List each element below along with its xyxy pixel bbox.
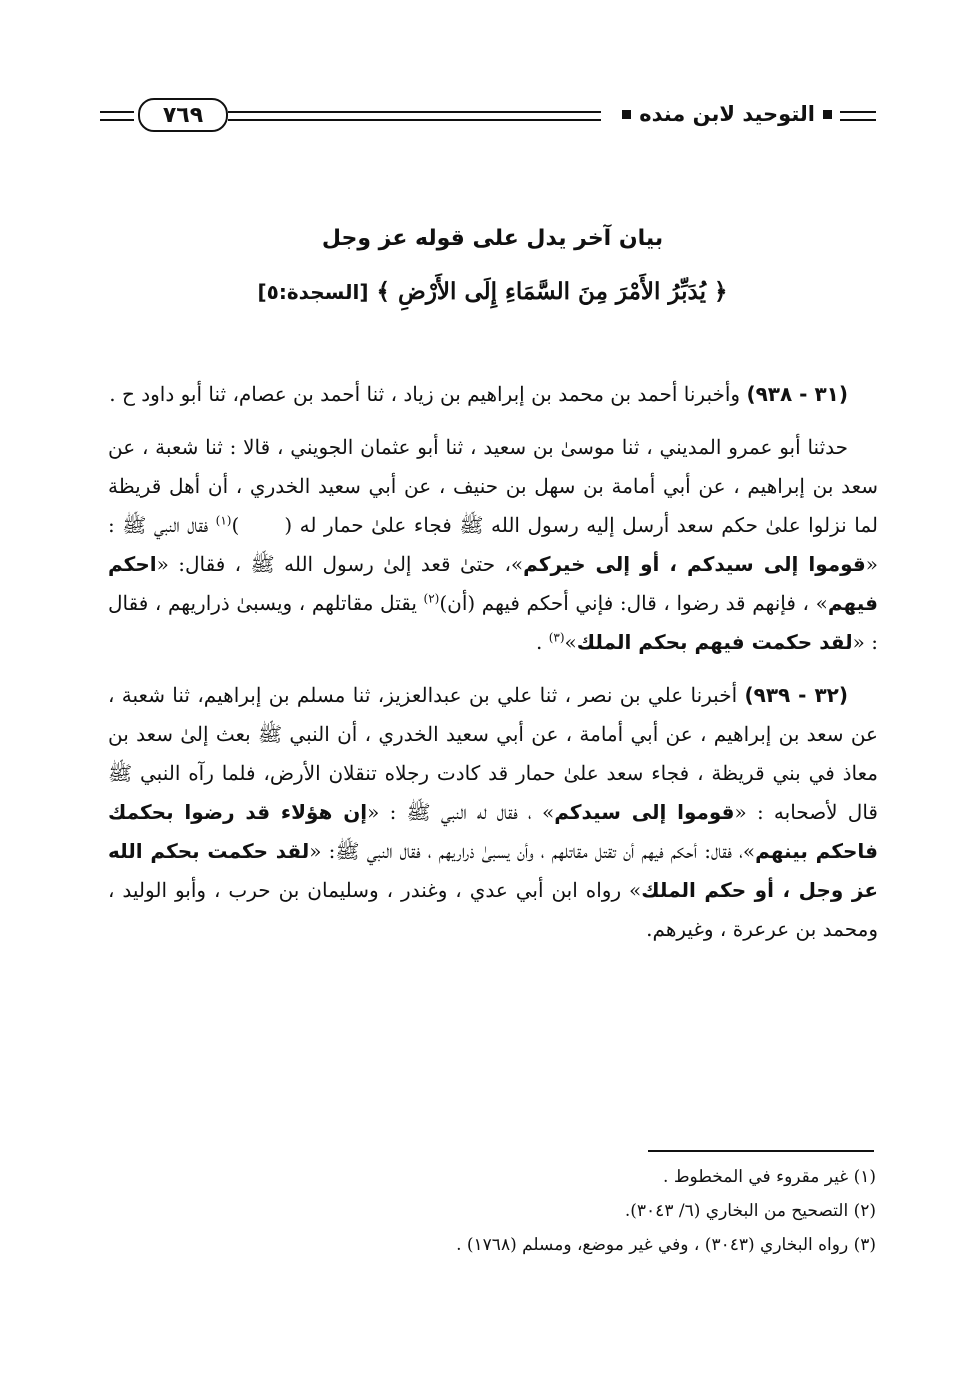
page-number: ٧٦٩ bbox=[138, 98, 228, 132]
body-text bbox=[108, 375, 878, 963]
hadith-text: » رواه ابن أبي عدي ، وغندر ، وسليمان بن حرب ، وأبو الوليد ، ومحمد بن عرعرة ، وغيرهم. bbox=[108, 878, 878, 941]
header-square-ornament bbox=[622, 110, 631, 119]
hadith-text: فقال النبي ﷺ : « bbox=[108, 513, 878, 576]
chapter-title: بيان آخر يدل على قوله عز وجل bbox=[321, 226, 664, 251]
hadith-938-isnad bbox=[108, 375, 878, 414]
header-square-ornament bbox=[823, 110, 832, 119]
hadith-number: (٣٢ - ٩٣٩) bbox=[744, 683, 848, 707]
footnote-item: (٢) التصحيح من البخاري (٦/ ٣٠٤٣). bbox=[624, 1201, 876, 1221]
header-title-group bbox=[622, 102, 832, 126]
running-header bbox=[100, 98, 876, 142]
footnote-marker: (٣) bbox=[548, 630, 565, 645]
hadith-text: » ، فقال له النبي ﷺ : « bbox=[367, 800, 555, 824]
footnotes bbox=[108, 1160, 876, 1262]
prophetic-quote: احكم فيهم bbox=[108, 552, 879, 615]
prophetic-quote: قوموا إلى سيدكم bbox=[554, 800, 735, 824]
hadith-number: (٣١ - ٩٣٨) bbox=[746, 382, 848, 406]
hadith-text: أخبرنا علي بن نصر ، ثنا علي بن عبدالعزيز، ثنا مسلم بن إبراهيم، ثنا شعبة ، عن سعد بن إبراهيم ، عن أبي أمامة ، عن أبي سعيد الخدري ، أن النبي ﷺ بعث إلىٰ سعد بن معاذ في بني قريظة ، فجاء سعد علىٰ حمار قد كادت رجلاه تنقلان الأرض، فلما رآه النبي ﷺ قال لأصحابه : « bbox=[108, 683, 878, 824]
footnote-separator bbox=[648, 1150, 874, 1152]
hadith-text: . bbox=[535, 630, 549, 654]
footnote-item: (١) غير مقروء في المخطوط . bbox=[663, 1167, 876, 1187]
hadith-text: »، حتىٰ قعد إلىٰ رسول الله ﷺ ، فقال: « bbox=[156, 552, 524, 576]
hadith-text: يقتل مقاتلهم ، ويسبىٰ ذراريهم ، فقال : « bbox=[108, 591, 878, 654]
footnote-marker: (١) bbox=[215, 513, 232, 528]
book-title: التوحيد لابن منده bbox=[639, 102, 815, 126]
footnote-item: (٣) رواه البخاري (٣٠٤٣) ، وفي غير موضع، ومسلم (١٧٦٨) . bbox=[456, 1235, 876, 1255]
header-rule-left bbox=[100, 111, 134, 121]
hadith-938-text bbox=[108, 428, 878, 662]
chapter-heading bbox=[110, 222, 875, 310]
quran-verse-line bbox=[110, 274, 875, 310]
footnote-marker: (٢) bbox=[423, 591, 440, 606]
header-rule-middle bbox=[228, 111, 601, 121]
prophetic-quote: لقد حكمت بحكم الله عز وجل ، أو حكم الملك bbox=[108, 839, 878, 902]
illegible-gap bbox=[239, 513, 284, 537]
prophetic-quote: قوموا إلى سيدكم ، أو إلى خيركم bbox=[523, 552, 866, 576]
hadith-text: حدثنا أبو عمرو المديني ، ثنا موسىٰ بن سعيد ، ثنا أبو عثمان الجويني ، قالا : ثنا شعبة ، عن سعد بن إبراهيم ، عن أبي أمامة بن سهل بن حنيف ، عن أبي سعيد الخدري ، أن أهل قريظة لما نزلوا علىٰ حكم سعد أرسل إليه رسول الله ﷺ فجاء علىٰ حمار له ( bbox=[108, 435, 878, 537]
hadith-text: »، فقال: أحكم فيهم أن تقتل مقاتلهم ، وأن يسبىٰ ذراريهم ، فقال النبي ﷺ: « bbox=[309, 839, 756, 863]
hadith-939-text bbox=[108, 676, 878, 949]
hadith-text: » bbox=[564, 630, 577, 654]
hadith-text: » ، فإنهم قد رضوا ، قال: فإني أحكم فيهم (أن) bbox=[439, 591, 828, 615]
header-rule-right bbox=[840, 111, 876, 121]
verse-reference: [السجدة:٥] bbox=[257, 280, 369, 304]
hadith-text: وأخبرنا أحمد بن محمد بن إبراهيم بن زياد ، ثنا أحمد بن عصام، ثنا أبو داود ح . bbox=[109, 382, 741, 406]
hadith-text: ) bbox=[231, 513, 240, 537]
quran-verse: ﴿ يُدَبِّرُ الأَمْرَ مِنَ السَّمَاءِ إِلَى الأَرْضِ ﴾ bbox=[376, 278, 728, 305]
prophetic-quote: إن هؤلاء قد رضوا بحكمك فاحكم بينهم bbox=[108, 800, 878, 863]
prophetic-quote: لقد حكمت فيهم بحكم الملك bbox=[576, 630, 853, 654]
